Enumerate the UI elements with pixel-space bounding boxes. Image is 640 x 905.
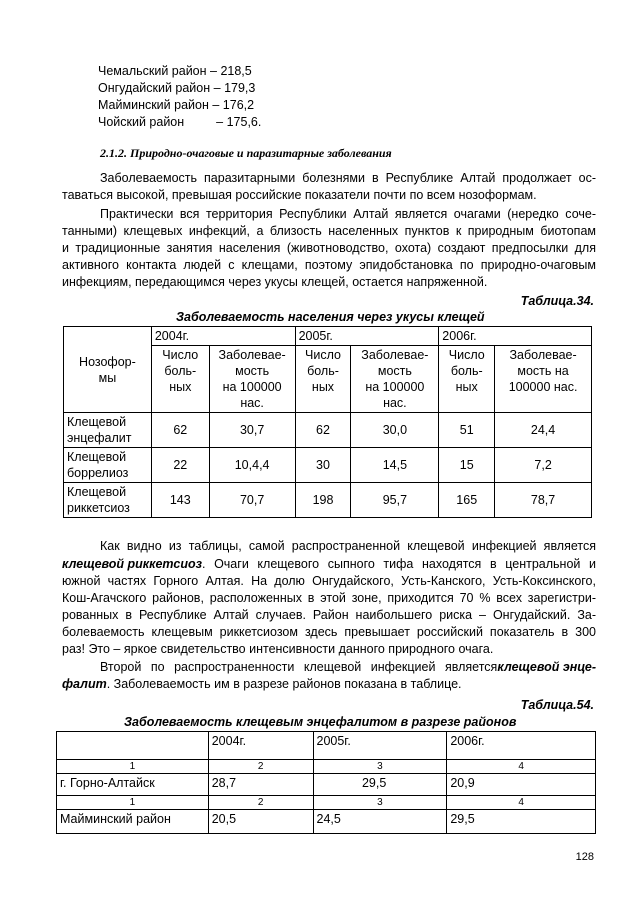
paragraph-line: Практически вся территория Республики Алтай является очагами (нередко соче- [100, 207, 596, 221]
table-cell: 62 [295, 413, 351, 448]
table-row [57, 810, 596, 834]
table-row [64, 448, 592, 483]
year-header: 2004г. [208, 732, 313, 760]
table-cell: 78,7 [495, 483, 592, 518]
paragraph-line: южной частях Горного Алтая. На долю Онгудайского, Усть-Канского, Усть-Коксинского, [62, 574, 596, 588]
table-row [64, 327, 592, 346]
table-row [57, 732, 596, 760]
table-cell: 29,5 [447, 810, 596, 834]
table-cell: 143 [151, 483, 209, 518]
table-title: Заболеваемость населения через укусы клещей [176, 310, 485, 324]
paragraph-line: Заболеваемость паразитарными болезнями в Республике Алтай продолжает ос- [100, 171, 596, 185]
district-item: Чемальский район – 218,5 [98, 64, 252, 78]
paragraph-line: болеваемость клещевым риккетсиозом здесь превышает российский показатель в 300 [62, 625, 596, 639]
table-cell: 30,7 [209, 413, 295, 448]
table-row [64, 483, 592, 518]
table-cell: 70,7 [209, 483, 295, 518]
index-cell: 3 [313, 796, 447, 810]
index-cell: 2 [208, 796, 313, 810]
paragraph-line: таваться высокой, превышая российские показатели почти по всем нозоформам. [62, 188, 537, 202]
paragraph-line: танными) клещевых инфекций, а близость населенных пунктов к природным биотопам [62, 224, 596, 238]
emphasis-term: клещевой энце- [497, 660, 596, 674]
table-cell: 14,5 [351, 448, 439, 483]
table-header-cell: Нозофор- мы [64, 327, 152, 413]
table-cell: Клещевой энцефалит [64, 413, 152, 448]
table-cell: 10,4,4 [209, 448, 295, 483]
table-cell: 95,7 [351, 483, 439, 518]
table-cell: г. Горно-Алтайск [57, 774, 209, 796]
table-header-cell: Число боль- ных [439, 346, 495, 413]
table-cell: Клещевой боррелиоз [64, 448, 152, 483]
table-header-cell: Заболевае- мость на 100000 нас. [351, 346, 439, 413]
table-header-cell: Число боль- ных [295, 346, 351, 413]
paragraph-line: клещевой риккетсиоз . Очаги клещевого сыпного тифа находятся в центральной и [62, 557, 596, 571]
table-header-cell: Число боль- ных [151, 346, 209, 413]
paragraph-line: раз! Это – яркое свидетельство интенсивности данного природного очага. [62, 642, 494, 656]
district-item: Майминский район – 176,2 [98, 98, 255, 112]
table-label: Таблица.34. [520, 294, 594, 308]
table-cell: 24,4 [495, 413, 592, 448]
year-header: 2005г. [295, 327, 439, 346]
paragraph-line: фалит. Заболеваемость им в разрезе районов показана в таблице. [62, 677, 462, 691]
table-cell: 7,2 [495, 448, 592, 483]
tick-bite-table [63, 326, 592, 518]
emphasis-term: клещевой риккетсиоз [62, 557, 202, 571]
table-cell: 20,5 [208, 810, 313, 834]
table-label: Таблица.54. [520, 698, 594, 712]
emphasis-term: фалит [62, 677, 107, 691]
table-cell: Майминский район [57, 810, 209, 834]
table-cell: 198 [295, 483, 351, 518]
table-cell: 28,7 [208, 774, 313, 796]
table-index-row [57, 760, 596, 774]
index-cell: 3 [313, 760, 447, 774]
paragraph-line: и традиционные занятия населения (животноводство, охота) создают предпосылки для [62, 241, 596, 255]
year-header: 2006г. [447, 732, 596, 760]
index-cell: 1 [57, 760, 209, 774]
paragraph-line: рованных в Республике Алтай случаев. Район наибольшего риска – Онгудайский. За- [62, 608, 596, 622]
district-item: Чойский район – 175,6. [98, 115, 262, 129]
table-cell: 165 [439, 483, 495, 518]
table-title: Заболеваемость клещевым энцефалитом в разрезе районов [124, 715, 517, 729]
index-cell: 4 [447, 796, 596, 810]
table-cell: Клещевой риккетсиоз [64, 483, 152, 518]
paragraph-line: инфекциям, передающимся через укусы клещей, остается напряженной. [62, 275, 488, 289]
table-cell: 51 [439, 413, 495, 448]
table-cell: 20,9 [447, 774, 596, 796]
table-header-cell: Заболевае- мость на 100000 нас. [495, 346, 592, 413]
table-cell: 30,0 [351, 413, 439, 448]
index-cell: 2 [208, 760, 313, 774]
year-header: 2006г. [439, 327, 592, 346]
year-header: 2004г. [151, 327, 295, 346]
table-cell: 30 [295, 448, 351, 483]
table-row [57, 774, 596, 796]
paragraph-line: Как видно из таблицы, самой распространенной клещевой инфекцией является [100, 539, 596, 553]
paragraph-line: Второй по распространенности клещевой инфекцией является клещевой энце- [100, 660, 596, 674]
table-cell: 22 [151, 448, 209, 483]
table-cell: 24,5 [313, 810, 447, 834]
table-header-cell: Заболевае- мость на 100000 нас. [209, 346, 295, 413]
index-cell: 4 [447, 760, 596, 774]
paragraph-line: Кош-Агачского районов, расположенных в этой зоне, приходится 70 % всех зарегистри- [62, 591, 596, 605]
table-index-row [57, 796, 596, 810]
table-row [64, 413, 592, 448]
district-item: Онгудайский район – 179,3 [98, 81, 256, 95]
page-number: 128 [575, 851, 594, 863]
table-cell: 29,5 [313, 774, 447, 796]
table-cell: 15 [439, 448, 495, 483]
table-header-cell [57, 732, 209, 760]
paragraph-line: активного контакта людей с клещами, поэтому эпидобстановка по природно-очаговым [62, 258, 596, 272]
encephalitis-table [56, 731, 596, 834]
year-header: 2005г. [313, 732, 447, 760]
table-cell: 62 [151, 413, 209, 448]
section-heading: 2.1.2. Природно-очаговые и паразитарные заболевания [100, 146, 392, 160]
index-cell: 1 [57, 796, 209, 810]
